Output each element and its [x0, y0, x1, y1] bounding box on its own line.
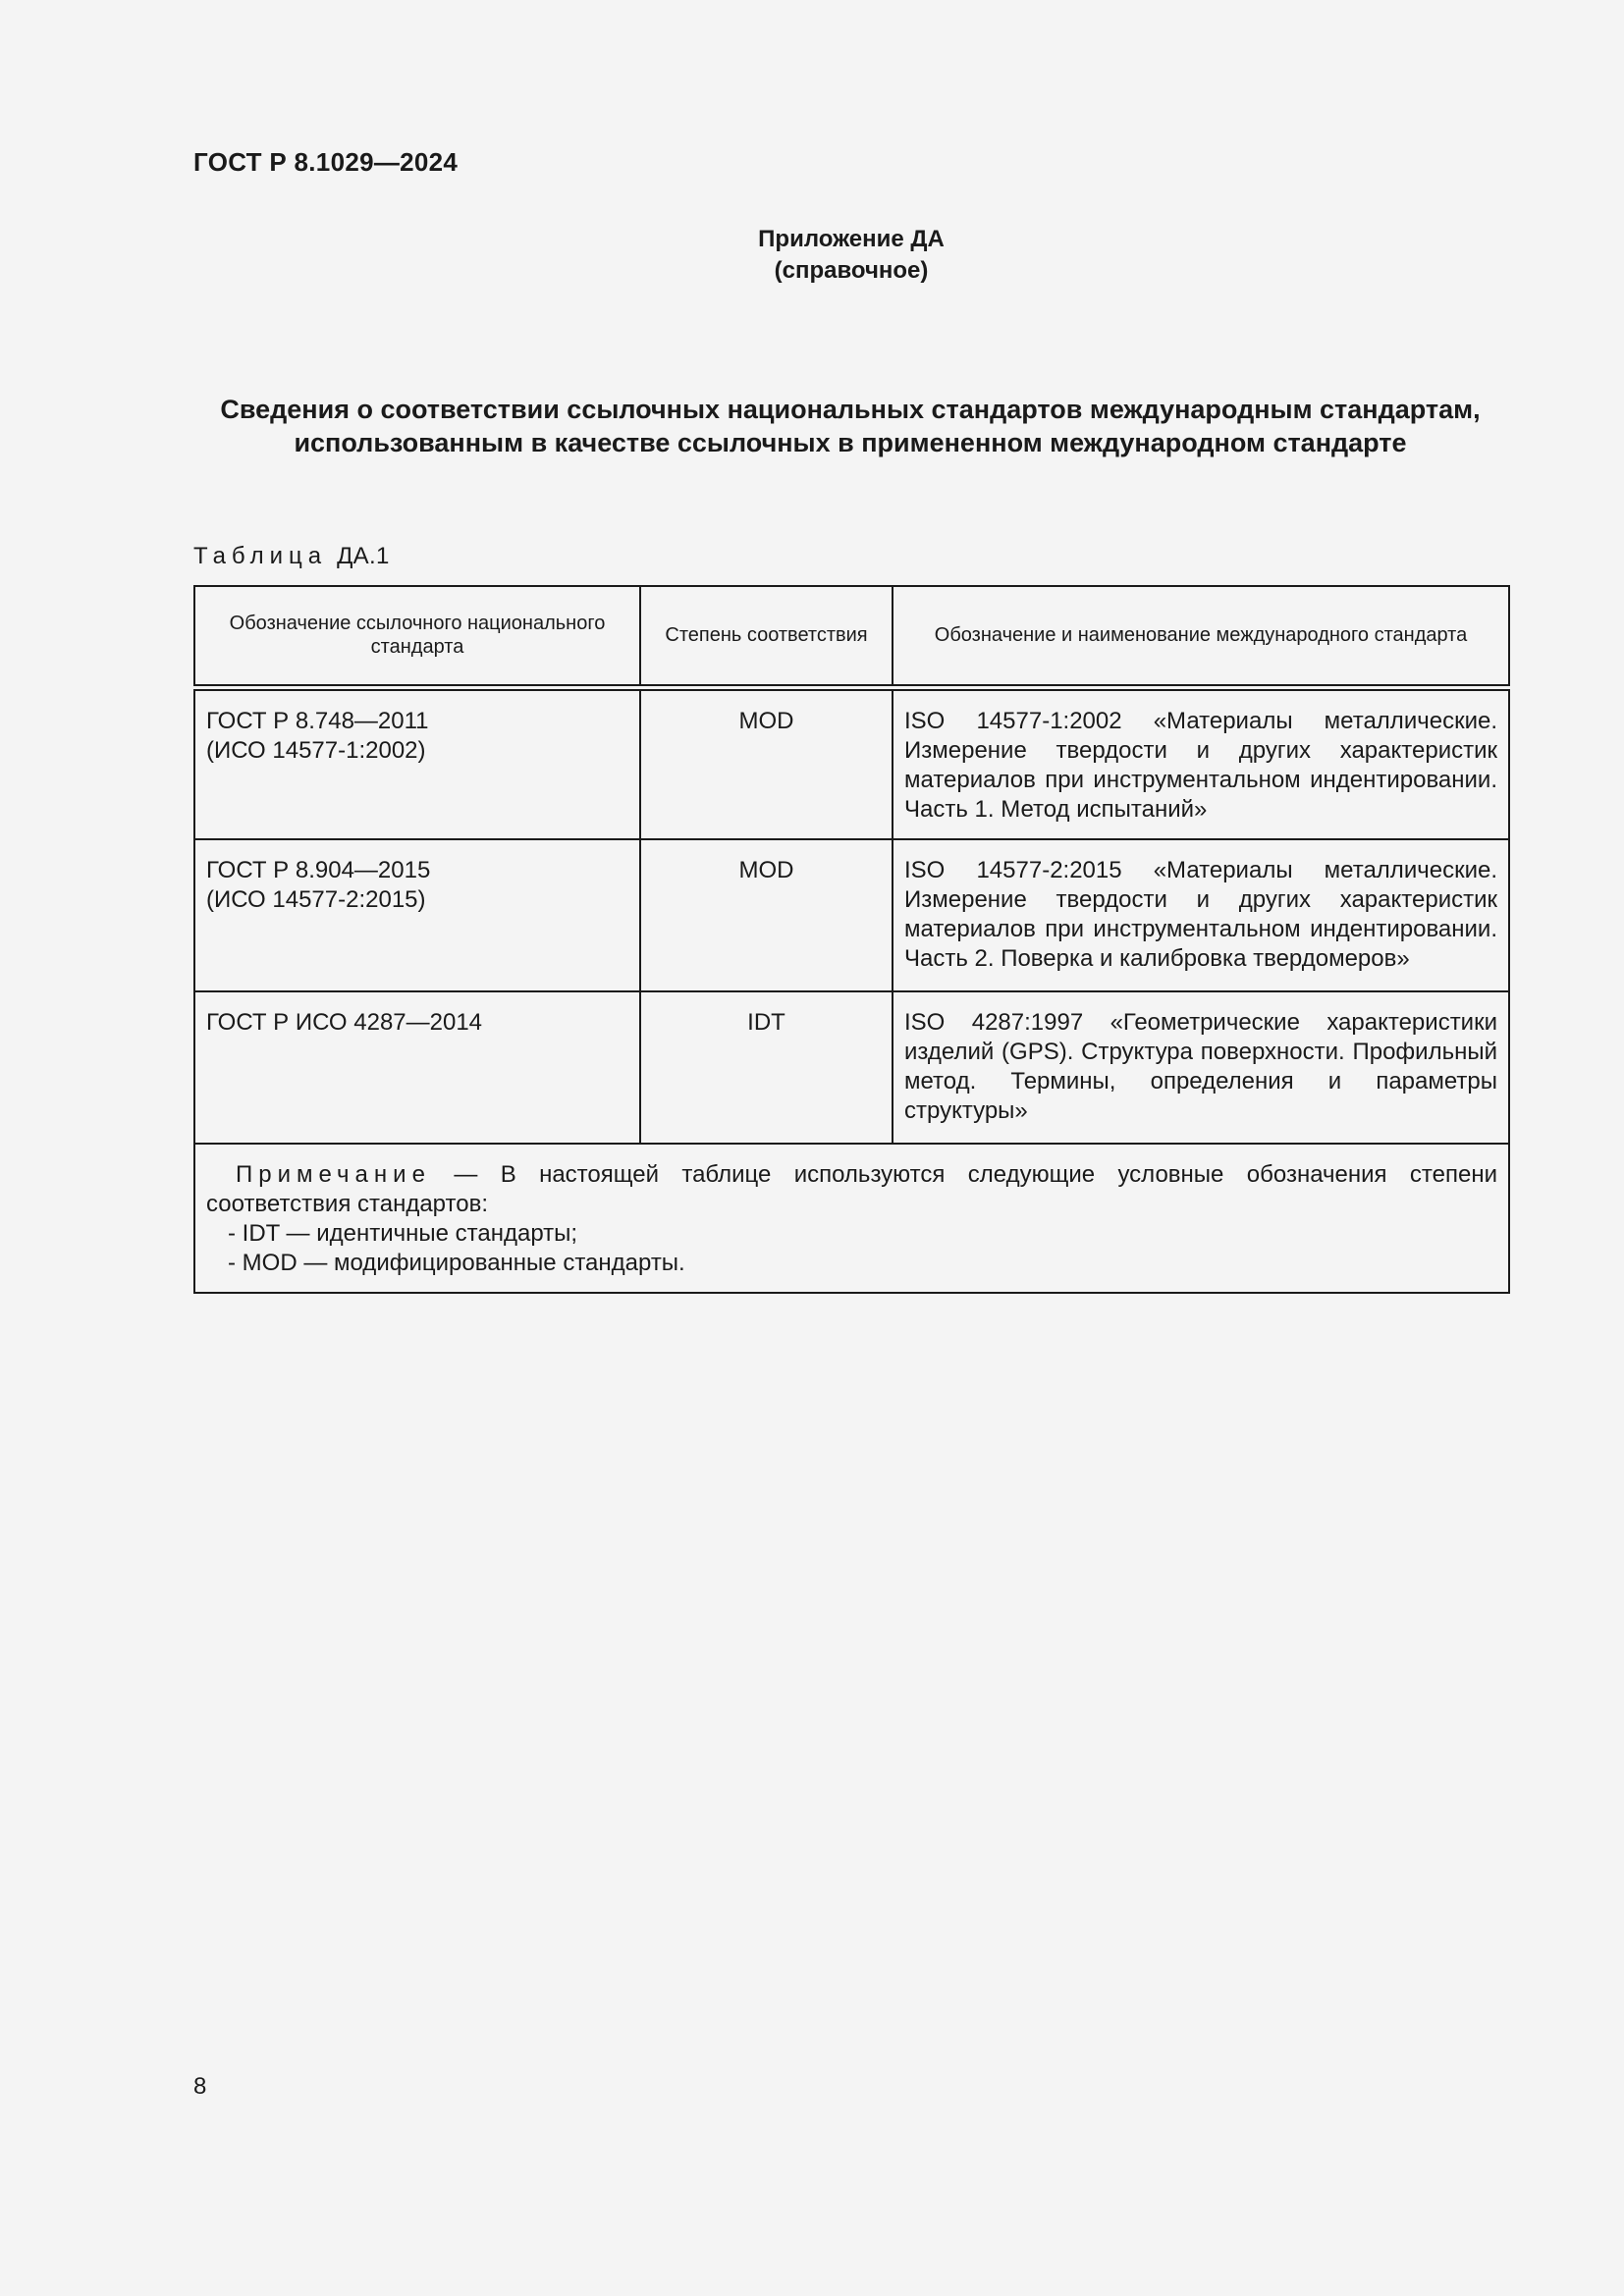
- correspondence-table: [193, 585, 1510, 1294]
- national-designation: ГОСТ Р 8.748—2011: [206, 707, 429, 734]
- cell-degree: MOD: [640, 687, 893, 839]
- table-note: [194, 1144, 1509, 1293]
- section-title-line1: Сведения о соответствии ссылочных национальных стандартов международным стандартам,: [220, 395, 1481, 424]
- cell-national-standard: [194, 991, 640, 1144]
- national-designation-iso: (ИСО 14577-2:2015): [206, 886, 426, 913]
- table-header-row: [194, 586, 1509, 687]
- note-item-mod: - MOD — модифицированные стандарты.: [228, 1250, 685, 1276]
- note-item-idt: - IDT — идентичные стандарты;: [228, 1220, 578, 1247]
- table-caption-number: ДА.1: [337, 543, 390, 569]
- cell-national-standard: [194, 839, 640, 991]
- appendix-title: Приложение ДА: [758, 226, 945, 252]
- cell-international-standard: ISO 14577-2:2015 «Материалы металлические. Измерение твердости и других характеристик материалов при инструментальном индентировании. Часть 2. Поверка и калибровка твердомеров»: [893, 839, 1509, 991]
- note-text: — В настоящей таблице используются следующие условные обозначения степени соответствия стандартов:: [206, 1161, 1497, 1217]
- cell-degree: IDT: [640, 991, 893, 1144]
- page-number: 8: [193, 2073, 207, 2100]
- cell-international-standard: ISO 14577-1:2002 «Материалы металлические. Измерение твердости и других характеристик материалов при инструментальном индентировании. Часть 1. Метод испытаний»: [893, 687, 1509, 839]
- table-caption-word: Таблица: [193, 543, 328, 569]
- header-degree: Степень соответствия: [640, 586, 893, 687]
- table-row: [194, 991, 1509, 1144]
- header-national-standard: Обозначение ссылочного национального стандарта: [194, 586, 640, 687]
- table-caption: [193, 543, 390, 570]
- national-designation-iso: (ИСО 14577-1:2002): [206, 736, 426, 764]
- cell-degree: MOD: [640, 839, 893, 991]
- appendix-heading: [0, 224, 1624, 287]
- table-row: [194, 687, 1509, 839]
- section-title-line2: использованным в качестве ссылочных в примененном международном стандарте: [294, 428, 1407, 457]
- cell-international-standard: ISO 4287:1997 «Геометрические характеристики изделий (GPS). Структура поверхности. Профильный метод. Термины, определения и параметры структуры»: [893, 991, 1509, 1144]
- cell-national-standard: [194, 687, 640, 839]
- national-designation: ГОСТ Р 8.904—2015: [206, 857, 431, 883]
- table-note-row: [194, 1144, 1509, 1293]
- note-paragraph: [206, 1160, 1497, 1219]
- section-title: [193, 393, 1507, 459]
- table-row: [194, 839, 1509, 991]
- national-designation: ГОСТ Р ИСО 4287—2014: [206, 1009, 483, 1036]
- appendix-subtitle: (справочное): [774, 257, 929, 284]
- header-international-standard: Обозначение и наименование международного стандарта: [893, 586, 1509, 687]
- note-label: Примечание: [236, 1161, 431, 1188]
- document-code: ГОСТ Р 8.1029—2024: [193, 147, 459, 177]
